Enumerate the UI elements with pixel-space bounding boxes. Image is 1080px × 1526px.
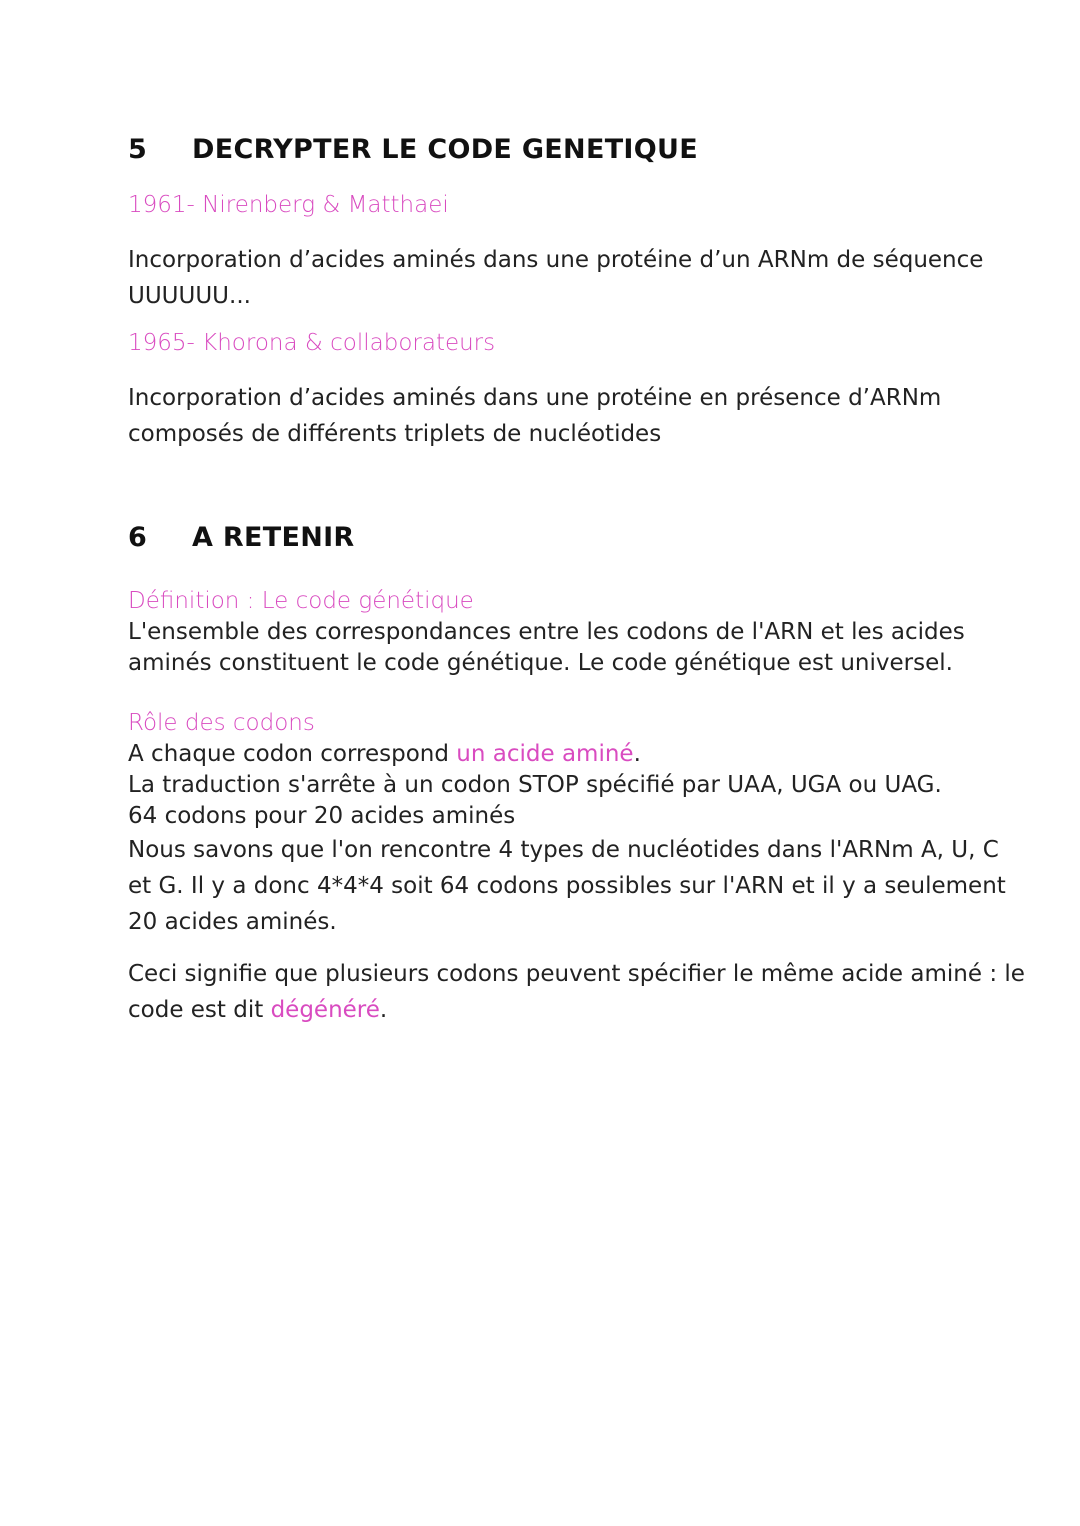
conclusion-line-2-highlight: dégénéré — [270, 997, 380, 1023]
section-6-title: A RETENIR — [192, 522, 355, 553]
codons-line-2: La traduction s'arrête à un codon STOP spécifié par UAA, UGA ou UAG. — [128, 772, 942, 798]
explanation-line-2: et G. Il y a donc 4*4*4 soit 64 codons possibles sur l'ARN et il y a seulement — [128, 873, 1006, 899]
explanation-line-1: Nous savons que l'on rencontre 4 types de nucléotides dans l'ARNm A, U, C — [128, 837, 999, 863]
conclusion-line-2-suffix: . — [379, 997, 388, 1023]
entry-1961-heading: 1961- Nirenberg & Matthaei — [128, 192, 449, 218]
codons-explanation — [128, 832, 1006, 940]
definition-line-1: L'ensemble des correspondances entre les codons de l'ARN et les acides — [128, 619, 965, 645]
section-5-heading — [128, 134, 698, 165]
definition-line-2: aminés constituent le code génétique. Le code génétique est universel. — [128, 650, 953, 676]
entry-1965-line-1: Incorporation d’acides aminés dans une protéine en présence d’ARNm — [128, 385, 942, 411]
codons-conclusion — [128, 956, 1025, 1028]
section-6-heading — [128, 522, 355, 553]
section-5-number: 5 — [128, 134, 148, 165]
codons-heading: Rôle des codons — [128, 710, 315, 736]
entry-1965-text — [128, 380, 958, 452]
codons-line-1 — [128, 739, 958, 770]
codons-line-1-prefix: A chaque codon correspond — [128, 741, 457, 767]
entry-1965-line-2: composés de différents triplets de nucléotides — [128, 421, 662, 447]
conclusion-line-2 — [128, 992, 958, 1028]
definition-block — [128, 586, 965, 679]
entry-1965-heading: 1965- Khorona & collaborateurs — [128, 330, 496, 356]
section-6-number: 6 — [128, 522, 148, 553]
codons-line-3: 64 codons pour 20 acides aminés — [128, 803, 516, 829]
codons-line-1-suffix: . — [633, 741, 641, 767]
entry-1961-line-2: UUUUUU... — [128, 283, 251, 309]
conclusion-line-2-prefix: code est dit — [128, 997, 271, 1023]
section-5-title: DECRYPTER LE CODE GENETIQUE — [192, 134, 698, 165]
codons-line-1-highlight: un acide aminé — [456, 741, 634, 767]
conclusion-line-1: Ceci signifie que plusieurs codons peuvent spécifier le même acide aminé : le — [128, 961, 1025, 987]
definition-heading: Définition : Le code génétique — [128, 588, 474, 614]
codons-block — [128, 708, 958, 832]
entry-1961-text — [128, 242, 984, 314]
explanation-line-3: 20 acides aminés. — [128, 909, 337, 935]
entry-1961-line-1: Incorporation d’acides aminés dans une protéine d’un ARNm de séquence — [128, 247, 984, 273]
